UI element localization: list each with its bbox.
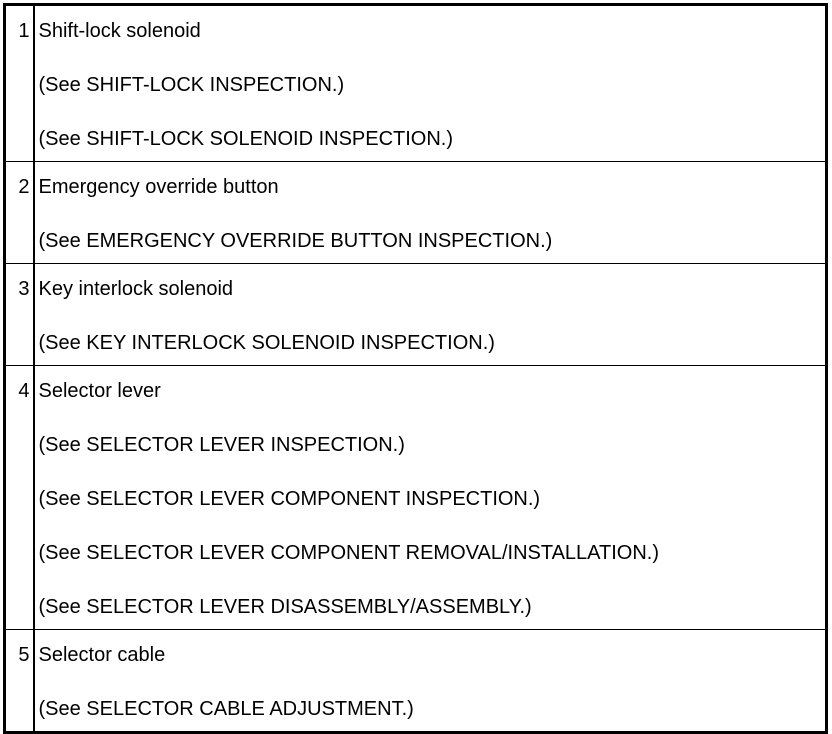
reference-link[interactable]: (See SELECTOR LEVER COMPONENT INSPECTION.): [38, 488, 541, 510]
reference-link[interactable]: (See KEY INTERLOCK SOLENOID INSPECTION.): [38, 332, 495, 354]
component-reference-table: [3, 3, 828, 734]
item-text-cell: [34, 366, 827, 630]
item-number-cell: [5, 5, 34, 162]
reference-link[interactable]: (See SELECTOR CABLE ADJUSTMENT.): [38, 698, 414, 720]
reference-link[interactable]: (See SHIFT-LOCK INSPECTION.): [38, 74, 345, 96]
item-number: 5: [18, 644, 30, 666]
table-row: [5, 264, 827, 366]
component-name: Shift-lock solenoid: [38, 20, 201, 42]
item-number: 3: [18, 278, 30, 300]
item-number: 2: [18, 176, 30, 198]
item-number-cell: [5, 366, 34, 630]
reference-link[interactable]: (See SELECTOR LEVER INSPECTION.): [38, 434, 405, 456]
item-number-cell: [5, 162, 34, 264]
item-text-cell: [34, 264, 827, 366]
item-number-cell: [5, 264, 34, 366]
reference-link[interactable]: (See SELECTOR LEVER COMPONENT REMOVAL/INSTALLATION.): [38, 542, 660, 564]
component-name: Selector cable: [38, 644, 166, 666]
item-text-cell: [34, 162, 827, 264]
reference-link[interactable]: (See SELECTOR LEVER DISASSEMBLY/ASSEMBLY.): [38, 596, 532, 618]
item-number: 1: [18, 20, 30, 42]
table-row: [5, 5, 827, 162]
component-name: Key interlock solenoid: [38, 278, 234, 300]
item-number: 4: [18, 380, 30, 402]
item-text-cell: [34, 630, 827, 733]
reference-link[interactable]: (See SHIFT-LOCK SOLENOID INSPECTION.): [38, 128, 454, 150]
table-row: [5, 366, 827, 630]
reference-link[interactable]: (See EMERGENCY OVERRIDE BUTTON INSPECTION.): [38, 230, 553, 252]
item-number-cell: [5, 630, 34, 733]
table-row: [5, 162, 827, 264]
table-row: [5, 630, 827, 733]
component-name: Emergency override button: [38, 176, 279, 198]
component-name: Selector lever: [38, 380, 161, 402]
item-text-cell: [34, 5, 827, 162]
